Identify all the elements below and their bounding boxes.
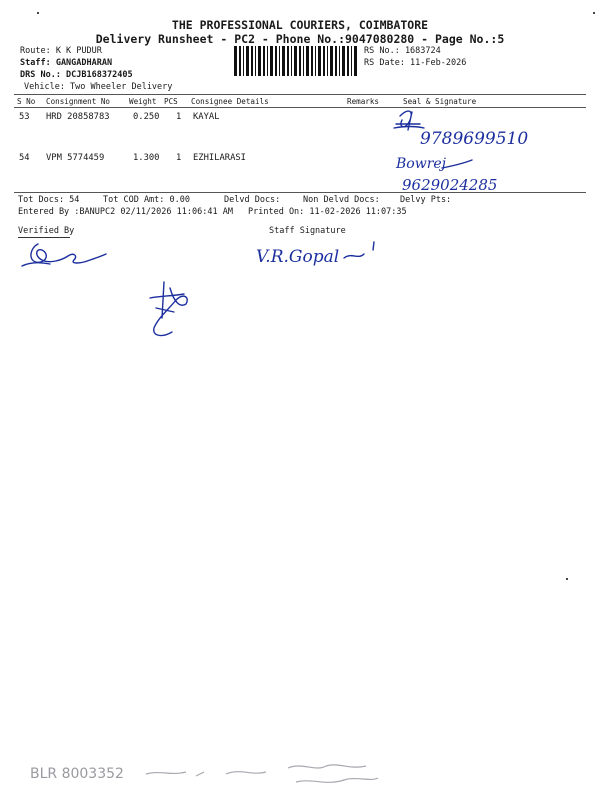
delvy-pts: Delvy Pts: (400, 195, 452, 205)
tot-docs: Tot Docs: 54 (18, 195, 80, 205)
col-pcs: PCS (164, 97, 178, 106)
handwritten-phone-53: 9789699510 (420, 129, 529, 149)
staff-label: Staff: GANGADHARAN (20, 58, 113, 68)
vehicle-label: Vehicle: Two Wheeler Delivery (24, 82, 173, 92)
non-delvd-docs: Non Delvd Docs: (303, 195, 380, 205)
stray-dot (566, 578, 568, 580)
row-sno: 53 (19, 112, 30, 122)
col-seal-signature: Seal & Signature (403, 97, 477, 106)
row-weight: 1.300 (133, 153, 160, 163)
row-consignment: HRD 20858783 (46, 112, 110, 122)
row-weight: 0.250 (133, 112, 160, 122)
rs-number: RS No.: 1683724 (364, 46, 441, 56)
row-pcs: 1 (176, 153, 182, 163)
stray-dot (593, 12, 595, 14)
stray-dot (37, 12, 39, 14)
footer-scrawl-text: BLR 8003352 (30, 766, 124, 782)
col-sno: S No (17, 97, 36, 106)
verified-signature (20, 238, 110, 270)
printed-on: Printed On: 11-02-2026 11:07:35 (248, 207, 407, 217)
company-title: THE PROFESSIONAL COURIERS, COIMBATORE (171, 18, 429, 32)
delvd-docs: Delvd Docs: (224, 195, 281, 205)
verified-by-label: Verified By (18, 226, 75, 236)
footer-scrawl (26, 758, 406, 794)
col-consignment: Consignment No (46, 97, 111, 106)
rs-date: RS Date: 11-Feb-2026 (364, 58, 467, 68)
entered-by: Entered By :BANUPC2 02/11/2026 11:06:41 AM (18, 207, 233, 217)
staff-sign-handwritten: V.R.Gopal (256, 247, 340, 267)
seal-signature-53 (390, 104, 560, 150)
route-label: Route: K K PUDUR (20, 46, 102, 56)
col-consignee: Consignee Details (191, 97, 269, 106)
col-weight: Weight (129, 97, 157, 106)
drs-label: DRS No.: DCJB168372405 (20, 70, 133, 80)
row-consignment: VPM 5774459 (46, 153, 105, 163)
handwritten-name-54: Bowrej (396, 156, 447, 172)
handwritten-phone-54: 9629024285 (402, 176, 498, 194)
row-consignee: KAYAL (193, 112, 220, 122)
col-remarks: Remarks (347, 97, 380, 106)
initials-scribble (140, 278, 200, 344)
row-sno: 54 (19, 153, 30, 163)
staff-signature (252, 238, 382, 272)
seal-signature-54 (392, 150, 542, 196)
staff-signature-label: Staff Signature (269, 226, 346, 236)
row-consignee: EZHILARASI (193, 153, 246, 163)
row-pcs: 1 (176, 112, 182, 122)
runsheet-subtitle: Delivery Runsheet - PC2 - Phone No.:9047080280 - Page No.:5 (95, 32, 505, 46)
barcode (232, 46, 360, 76)
tot-cod-amt: Tot COD Amt: 0.00 (103, 195, 190, 205)
